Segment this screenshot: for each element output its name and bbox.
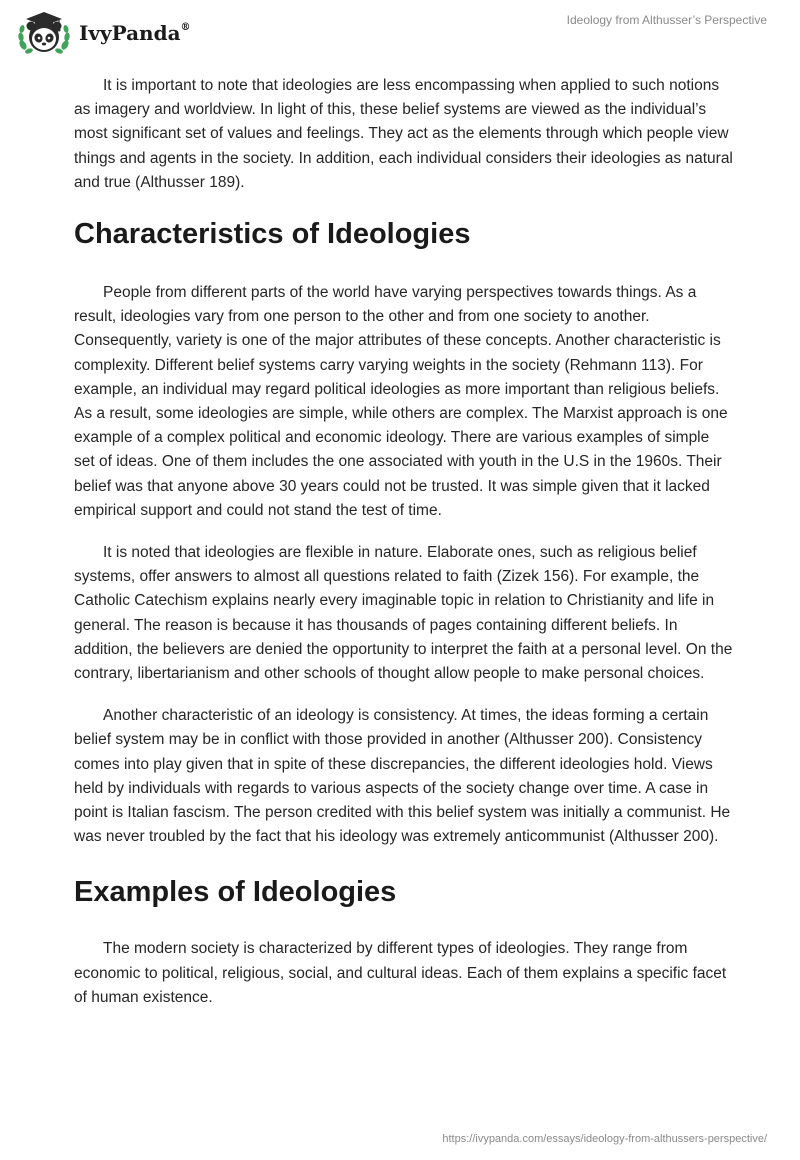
ivypanda-logo[interactable]	[14, 7, 191, 57]
running-title: Ideology from Althusser’s Perspective	[566, 13, 767, 27]
essay-body	[74, 74, 734, 1010]
paragraph: The modern society is characterized by different types of ideologies. They range from economic to political, religious, social, and cultural ideas. Each of them explains a specific facet of human existence.	[74, 940, 727, 1006]
source-url[interactable]: https://ivypanda.com/essays/ideology-from-althussers-perspective/	[442, 1133, 767, 1145]
panda-graduate-icon	[14, 7, 74, 57]
section-heading-examples: Examples of Ideologies	[74, 876, 397, 909]
paragraph: People from different parts of the world have varying perspectives towards things. As a result, ideologies vary from one person to the other and from one society to another. Consequently, variety is one of the major attributes of these concepts. Another characteristic is complexity. Different belief systems carry varying weights in the society (Rehmann 113). For example, an individual may regard political ideologies as more important than religious beliefs. As a result, some ideologies are simple, while others are complex. The Marxist approach is one example of a complex political and economic ideology. There are various examples of simple set of ideas. One of them includes the one associated with youth in the U.S in the 1960s. Their belief was that anyone above 30 years could not be trusted. It was simple given that it lacked empirical support and could not stand the test of time.	[74, 284, 728, 519]
section-heading-characteristics: Characteristics of Ideologies	[74, 218, 471, 251]
paragraph: It is noted that ideologies are flexible in nature. Elaborate ones, such as religious belief systems, offer answers to almost all questions related to faith (Zizek 156). For example, the Catholic Catechism explains nearly every imaginable topic in relation to Christianity and life in general. The reason is because it has thousands of pages containing different beliefs. In addition, the believers are denied the opportunity to interpret the faith at a personal level. On the contrary, libertarianism and other schools of thought allow people to make personal choices.	[74, 544, 733, 683]
intro-paragraph: It is important to note that ideologies are less encompassing when applied to such notions as imagery and worldview. In light of this, these belief systems are viewed as the individual’s most significant set of values and feelings. They act as the elements through which people view things and agents in the society. In addition, each individual considers their ideologies as natural and true (Althusser 189).	[74, 77, 733, 191]
paragraph: Another characteristic of an ideology is consistency. At times, the ideas forming a certain belief system may be in conflict with those provided in another (Althusser 200). Consistency comes into play given that in spite of these discrepancies, the different ideologies hold. Views held by individuals with regards to various aspects of the society change over time. A case in point is Italian fascism. The person credited with this belief system was initially a communist. He was never troubled by the fact that his ideology was extremely anticommunist (Althusser 200).	[74, 707, 731, 846]
logo-text: IvyPanda®	[79, 21, 191, 45]
page-header	[0, 0, 800, 64]
